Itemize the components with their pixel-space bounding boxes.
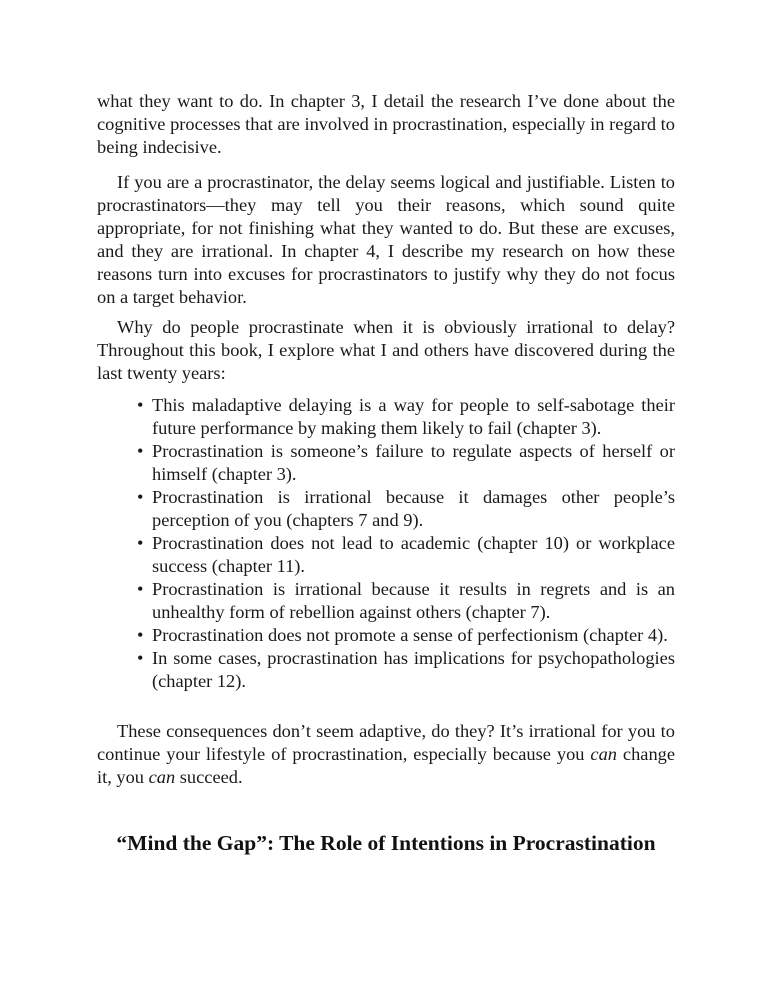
bullet-text: Procrastination does not promote a sense of perfectionism (chapter 4). [152,625,668,645]
bullet-item [131,647,675,693]
bullet-symbol: • [137,625,144,645]
bullet-item [131,394,675,440]
bullet-item [131,440,675,486]
paragraph-continuation [97,90,675,159]
bullet-item [131,624,675,647]
bullet-text: Procrastination does not lead to academic (chapter 10) or workplace success (chapter 11). [152,533,675,576]
paragraph-1: what they want to do. In chapter 3, I detail the research I’ve done about the cognitive processes that are involved in procrastination, especially in regard to being indecisive. [97,91,675,157]
paragraph-4-part-2: change it, you [97,744,676,787]
bullet-symbol: • [137,395,144,415]
consequences-bullet-list [131,394,675,693]
emphasis-can-2: can [148,767,176,787]
bullet-text: In some cases, procrastination has implications for psychopathologies (chapter 12). [152,648,675,691]
bullet-symbol: • [137,487,144,507]
bullet-symbol: • [137,648,144,668]
paragraph-4 [97,720,675,789]
bullet-text: Procrastination is irrational because it results in regrets and is an unhealthy form of rebellion against others (chapter 7). [152,579,675,622]
bullet-symbol: • [137,579,144,599]
paragraph-procrastinator-delay [97,171,675,309]
paragraph-3: Why do people procrastinate when it is obviously irrational to delay? Throughout this book, I explore what I and others have discovered during the last twenty years: [97,317,675,383]
paragraph-why-procrastinate [97,316,675,385]
bullet-text: Procrastination is someone’s failure to regulate aspects of herself or himself (chapter 3). [152,441,675,484]
bullet-symbol: • [137,441,144,461]
paragraph-consequences [97,720,675,789]
bullet-text: This maladaptive delaying is a way for people to self-sabotage their future performance by making them likely to fail (chapter 3). [152,395,675,438]
bullet-symbol: • [137,533,144,553]
bullet-item [131,578,675,624]
bullet-text: Procrastination is irrational because it damages other people’s perception of you (chapters 7 and 9). [152,487,675,530]
emphasis-can-1: can [590,744,617,764]
paragraph-4-part-1: These consequences don’t seem adaptive, do they? It’s irrational for you to continue your lifestyle of procrastination, especially because you [97,721,675,764]
bullet-item [131,532,675,578]
paragraph-2: If you are a procrastinator, the delay seems logical and justifiable. Listen to procrastinators—they may tell you their reasons, which sound quite appropriate, for not finishing what they wanted to do. But these are excuses, and they are irrational. In chapter 4, I describe my research on how these reasons turn into excuses for procrastinators to justify why they do not focus on a target behavior. [97,172,675,307]
bullet-item [131,486,675,532]
section-heading: “Mind the Gap”: The Role of Intentions in Procrastination [116,831,656,855]
paragraph-4-part-3: succeed. [175,767,243,787]
